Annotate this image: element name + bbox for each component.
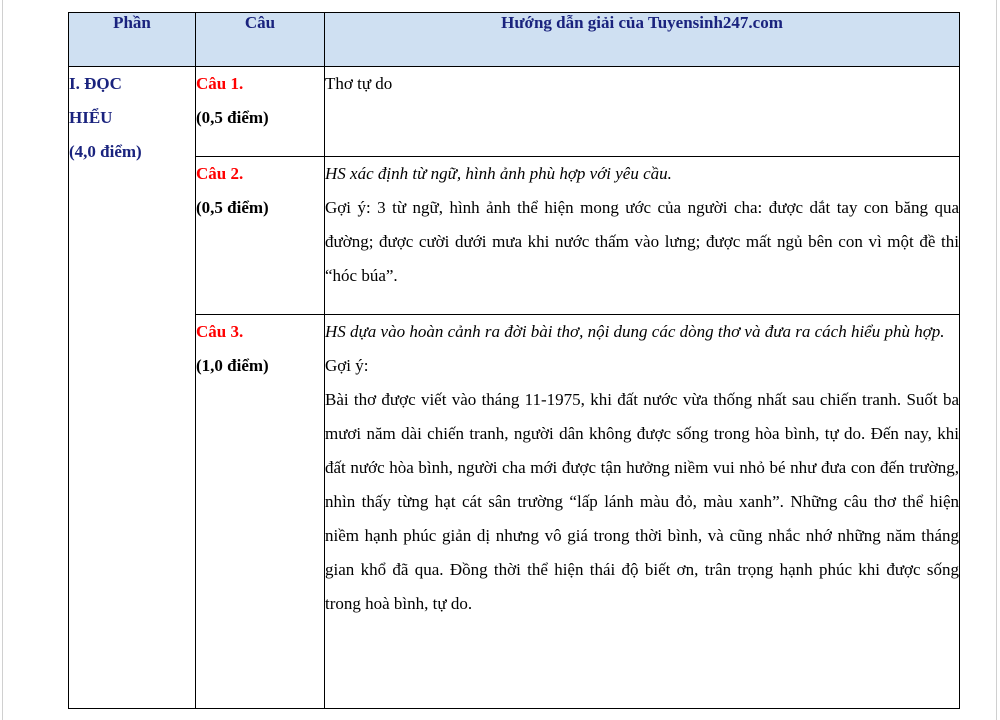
question-label: Câu 2.	[196, 164, 244, 183]
question-cell	[196, 157, 325, 315]
header-question: Câu	[196, 13, 325, 67]
section-cell	[69, 67, 196, 709]
answer-cell	[325, 157, 960, 315]
question-cell	[196, 67, 325, 157]
page-edge-left	[2, 0, 3, 720]
table-row	[69, 67, 960, 157]
answer-cell	[325, 67, 960, 157]
question-score: (0,5 điểm)	[196, 198, 269, 217]
answer-hint: Gợi ý: 3 từ ngữ, hình ảnh thể hiện mong ước của người cha: được dắt tay con băng qua đường; được cười dưới mưa khi nước thấm vào lưng; được mất ngủ bên con vì một đề thi “hóc búa”.	[325, 198, 959, 285]
section-title-line1: I. ĐỌC	[69, 74, 122, 93]
answer-cell	[325, 315, 960, 709]
table-row	[69, 157, 960, 315]
answer-hint: Bài thơ được viết vào tháng 11-1975, khi đất nước vừa thống nhất sau chiến tranh. Suốt ba mươi năm dài chiến tranh, người dân không được sống trong hòa bình, tự do. Đến nay, khi đất nước hòa bình, người cha mới được tận hưởng niềm vui nhỏ bé như đưa con đến trường, nhìn thấy từng hạt cát sân trường “lấp lánh màu đỏ, màu xanh”. Những câu thơ thể hiện niềm hạnh phúc giản dị nhưng vô giá trong thời bình, và cũng nhắc nhớ những năm tháng gian khổ đã qua. Đồng thời thể hiện thái độ biết ơn, trân trọng hạnh phúc khi được sống trong hoà bình, tự do.	[325, 390, 959, 613]
answer-instruction: HS xác định từ ngữ, hình ảnh phù hợp với yêu cầu.	[325, 164, 672, 183]
question-cell	[196, 315, 325, 709]
question-score: (1,0 điểm)	[196, 356, 269, 375]
answer-hint-label: Gợi ý:	[325, 356, 369, 375]
question-label: Câu 1.	[196, 74, 244, 93]
question-label: Câu 3.	[196, 322, 244, 341]
section-score: (4,0 điểm)	[69, 142, 142, 161]
table-row	[69, 315, 960, 709]
header-part: Phần	[69, 13, 196, 67]
section-title-line2: HIỂU	[69, 108, 113, 127]
answer-table	[68, 12, 960, 709]
answer-text: Thơ tự do	[325, 74, 393, 93]
question-score: (0,5 điểm)	[196, 108, 269, 127]
page-edge-right	[996, 0, 997, 720]
answer-instruction: HS dựa vào hoàn cảnh ra đời bài thơ, nội dung các dòng thơ và đưa ra cách hiểu phù hợp.	[325, 322, 945, 341]
header-guide: Hướng dẫn giải của Tuyensinh247.com	[325, 13, 960, 67]
table-header-row	[69, 13, 960, 67]
